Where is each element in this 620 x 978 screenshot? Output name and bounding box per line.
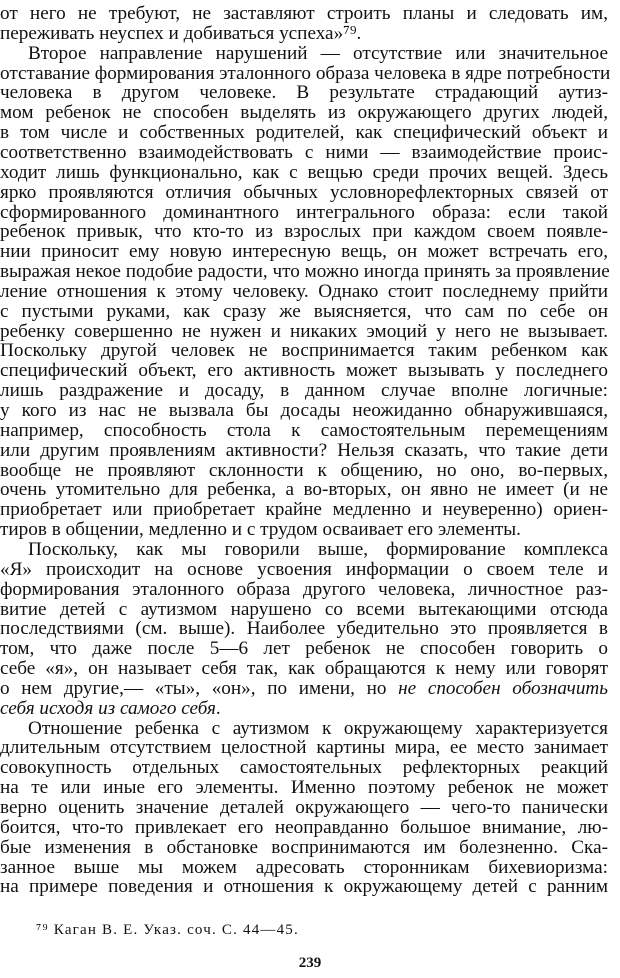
line-text: в том числе и собственных родителей, как специфический объект и	[0, 122, 608, 144]
line-text: формирования эталонного образа другого человека, личностное раз-	[0, 578, 608, 600]
line-text: Отношение ребенка с аутизмом к окружающему характеризуется	[28, 717, 608, 739]
line-punctuation: .	[215, 697, 221, 719]
line-text: Поскольку, как мы говорили выше, формирование комплекса	[28, 538, 608, 560]
line-text: выражая некое подобие радости, что можно иногда принять за проявление	[0, 261, 610, 283]
line-text: лишь раздражение и досаду, в данном случае вполне логичные:	[0, 380, 608, 402]
line-text: соответственно взаимодействовать с ними — взаимодействие проис-	[0, 141, 608, 163]
line-text: ходит лишь функционально, как с вещью среди прочих вещей. Здесь	[0, 161, 608, 183]
line-text: Второе направление нарушений — отсутствие или значительное	[28, 42, 608, 64]
line-text: совокупность отдельных самостоятельных рефлекторных реакций	[0, 757, 608, 779]
line-text: приобретает или приобретает крайне медленно и неуверенно) ориен-	[0, 499, 608, 521]
line-text: мом ребенок не способен выделять из окружающего других людей,	[0, 102, 608, 124]
line-text: или другим проявлениям активности? Нельзя сказать, что такие дети	[0, 439, 608, 461]
line-text: себе «я», он называет себя так, как обращаются к нему или говорят	[0, 658, 608, 680]
line-text: на те или иные его элементы. Именно поэтому ребенок не может	[0, 777, 608, 799]
page-number: 239	[298, 955, 322, 971]
italic-emphasis: не способен обозначить	[398, 677, 608, 699]
italic-emphasis: себя исходя из самого себя	[0, 697, 216, 719]
line-text: очень утомительно для ребенка, а во-вторых, он явно не имеет (и не	[0, 479, 608, 501]
line-text: переживать неуспех и добиваться успеха»⁷⁹.	[0, 22, 362, 44]
line-text: специфический объект, его активность может вызывать у последнего	[0, 360, 608, 382]
line-text: на примере поведения и отношения к окружающему детей с ранним	[0, 876, 608, 898]
line-text: «Я» происходит на основе усвоения информации о своем теле и	[0, 558, 608, 580]
line-text: человека в другом человеке. В результате страдающий аутиз-	[0, 82, 608, 104]
line-text: отставание формирования эталонного образа человека в ядре потребности	[0, 62, 611, 84]
line-text: сформированного доминантного интегрального образа: если такой	[0, 201, 608, 223]
line-text: витие детей с аутизмом нарушено со всеми вытекающими отсюда	[0, 598, 608, 620]
line-text: вообще не проявляют склонности к общению, но оно, во-первых,	[0, 459, 608, 481]
line-text: у кого из нас не вызвала бы досады неожиданно обнаружившаяся,	[0, 400, 608, 421]
line-text: верно оценить значение деталей окружающего — чего-то панически	[0, 797, 608, 818]
line-text: ребенку совершенно не нужен и никаких эмоций у него не вызывает.	[0, 320, 608, 342]
text-line	[0, 875, 608, 899]
line-text: последствиями (см. выше). Наиболее убедительно это проявляется в	[0, 618, 608, 640]
line-text: с пустыми руками, как сразу же выясняется, что сам по себе он	[0, 300, 608, 322]
line-text: о нем другие,— «ты», «он», по имени, но	[0, 677, 399, 699]
line-text: Поскольку другой человек не воспринимается таким ребенком как	[0, 340, 608, 362]
line-text: ребенок привык, что кто-то из взрослых при каждом своем появле-	[0, 221, 608, 243]
line-text: занное выше мы можем адресовать сторонникам бихевиоризма:	[0, 856, 608, 878]
line-text: ярко проявляются отличия обычных условнорефлекторных связей от	[0, 181, 608, 203]
line-text: длительным отсутствием целостной картины мира, ее место занимает	[0, 737, 608, 759]
line-text: бые изменения в обстановке воспринимаются им болезненно. Ска-	[0, 836, 608, 858]
line-text: боится, что-то привлекает его неоправданно большое внимание, лю-	[0, 816, 608, 838]
line-text: например, способность стола к самостоятельным перемещениям	[0, 419, 608, 441]
line-text: нии приносит ему новую интересную вещь, он может встречать его,	[0, 241, 608, 263]
footnote: ⁷⁹ Каган В. Е. Указ. соч. С. 44—45.	[36, 922, 299, 938]
line-text: ление отношения к этому человеку. Однако стоит последнему прийти	[0, 280, 608, 302]
line-text: от него не требуют, не заставляют строить планы и следовать им,	[0, 3, 608, 24]
line-text: тиров в общении, медленно и с трудом осваивает его элементы.	[0, 519, 521, 541]
line-text: том, что даже после 5—6 лет ребенок не способен говорить о	[0, 638, 608, 660]
